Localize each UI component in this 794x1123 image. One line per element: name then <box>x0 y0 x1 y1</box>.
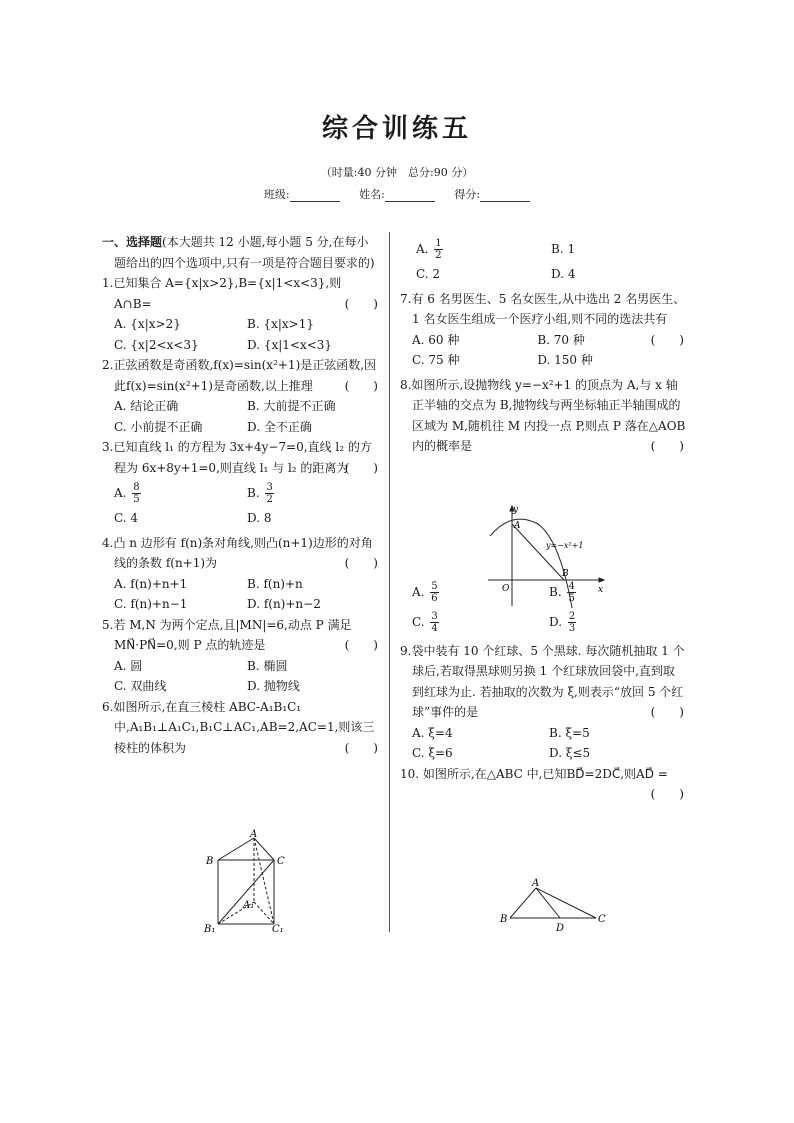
q5-options <box>102 656 380 697</box>
x-axis-arrow <box>599 578 604 582</box>
option: B. $\frac{3}{2}$ <box>247 482 273 505</box>
option: C. f(n)+n−1 <box>114 597 188 611</box>
column-divider <box>389 232 390 932</box>
q3-options <box>102 478 380 508</box>
label-d: D <box>556 923 565 934</box>
question-4: 4.凸 n 边形有 f(n)条对角线,则凸(n+1)边形的对角线的条数 f(n+1)为 ( ) <box>102 535 378 570</box>
option: B. $\frac{4}{5}$ <box>549 580 575 604</box>
side-ac <box>536 888 596 918</box>
option: A. 60 种 <box>412 332 460 347</box>
option: B. 70 种 <box>537 332 585 347</box>
label-a: A <box>514 521 521 531</box>
q1-options <box>102 314 380 355</box>
side-ab <box>510 888 536 918</box>
question-3: 3.已知直线 l₁ 的方程为 3x+4y−7=0,直线 l₂ 的方程为 6x+8y+1=0,则直线 l₁ 与 l₂ 的距离为 ( ) <box>102 440 378 475</box>
option: A. $\frac{1}{2}$ <box>416 238 442 261</box>
option: D. $\frac{2}{3}$ <box>549 610 576 634</box>
label-b1: B₁ <box>204 924 216 934</box>
page-title: 综合训练五 <box>321 114 472 144</box>
q7-options <box>400 330 663 371</box>
option: C. 4 <box>114 511 139 525</box>
line-ab <box>512 524 564 580</box>
question-1: 1.已知集合 A={x|x>2},B={x|1<x<3},则 A∩B= ( ) <box>102 276 378 311</box>
option: C. ξ=6 <box>412 746 453 760</box>
option: B. ξ=5 <box>549 725 590 740</box>
option: B. {x|x>1} <box>247 317 314 331</box>
option: D. 4 <box>551 267 576 281</box>
label-c: C <box>598 914 606 925</box>
parabola-figure <box>480 500 610 610</box>
option: D. 150 种 <box>537 353 593 367</box>
class-field: 班级: <box>264 186 340 202</box>
q6-options-cd <box>400 264 686 285</box>
option: B. f(n)+n <box>247 576 303 591</box>
label-o: O <box>502 584 510 594</box>
label-b: B <box>500 914 508 925</box>
option: D. f(n)+n−2 <box>247 597 321 611</box>
option: D. 抛物线 <box>247 679 300 693</box>
label-a: A <box>250 829 258 840</box>
option: A. f(n)+n+1 <box>114 576 188 591</box>
score-blank[interactable] <box>480 191 530 202</box>
option: D. {x|1<x<3} <box>247 337 333 352</box>
section-heading: 一、选择题(本大题共 12 小题,每小题 5 分,在每小题给出的四个选项中,只有一项是符合题目要求的) <box>102 235 375 270</box>
prism-figure <box>200 828 300 934</box>
question-6: 6.如图所示,在直三棱柱 ABC-A₁B₁C₁ 中,A₁B₁⊥A₁C₁,B₁C⊥AC₁,AB=2,AC=1,则该三棱柱的体积为 ( ) <box>102 699 378 755</box>
score-field: 得分: <box>454 186 530 202</box>
q6-options <box>400 234 686 264</box>
q4-options <box>102 574 380 615</box>
label-a1: A₁ <box>243 900 255 911</box>
option: D. ξ≤5 <box>549 746 591 760</box>
q9-options <box>400 723 686 764</box>
question-10: 10. 如图所示,在△ABC 中,已知BD⃗=2DC⃗,则AD⃗ = ( ) <box>400 766 684 801</box>
edge-ab <box>218 838 254 860</box>
option: C. 2 <box>416 267 441 281</box>
question-5: 5.若 M,N 为两个定点,且|MN|=6,动点 P 满足 MN⃗·PN⃗=0,则 P 点的轨迹是 ( ) <box>102 617 378 652</box>
option: B. 椭圆 <box>247 658 288 673</box>
class-blank[interactable] <box>290 191 340 202</box>
question-8: 8.如图所示,设抛物线 y=−x²+1 的顶点为 A,与 x 轴正半轴的交点为 B,抛物线与两坐标轴正半轴围成的区域为 M,随机往 M 内投一点 P,则点 P 落在△AOB 内的概率是 ( ) <box>400 377 686 453</box>
label-x: x <box>598 585 604 595</box>
option: A. 圆 <box>114 658 143 673</box>
student-fields <box>0 186 794 202</box>
exam-meta: （时量:40 分钟 总分:90 分） <box>320 166 474 179</box>
option: A. {x|x>2} <box>114 317 181 331</box>
q2-options <box>102 396 380 437</box>
segment-ad <box>536 888 560 918</box>
parabola-curve <box>490 519 572 608</box>
label-c1: C₁ <box>272 924 284 934</box>
question-2: 2.正弦函数是奇函数,f(x)=sin(x²+1)是正弦函数,因此f(x)=sin(x²+1)是奇函数,以上推理 ( ) <box>102 358 378 393</box>
option: C. 75 种 <box>412 353 460 367</box>
curve-equation: y=−x²+1 <box>546 541 584 550</box>
option: A. $\frac{5}{6}$ <box>412 580 438 604</box>
question-9: 9.袋中装有 10 个红球、5 个黑球. 每次随机抽取 1 个球后,若取得黑球则另换 1 个红球放回袋中,直到取到红球为止. 若抽取的次数为 ξ,则表示“放回 5 个红球”事件的是 ( ) <box>400 643 685 719</box>
option: C. {x|2<x<3} <box>114 337 199 352</box>
option: D. 全不正确 <box>247 419 312 434</box>
label-b: B <box>206 856 214 867</box>
option: D. 8 <box>247 511 272 525</box>
option: C. 双曲线 <box>114 679 167 693</box>
option: C. 小前提不正确 <box>114 419 203 434</box>
diag-ac1 <box>254 838 274 924</box>
label-a: A <box>532 878 540 889</box>
question-7: 7.有 6 名男医生、5 名女医生,从中选出 2 名男医生、1 名女医生组成一个医疗小组,则不同的选法共有 ( ) <box>400 291 686 347</box>
label-b: B <box>562 569 569 579</box>
name-field: 姓名: <box>359 186 435 202</box>
option: C. $\frac{3}{4}$ <box>412 610 438 634</box>
option: A. 结论正确 <box>114 399 179 413</box>
q3-options-cd <box>102 508 380 529</box>
option: A. $\frac{8}{5}$ <box>114 482 140 505</box>
label-y: y <box>513 505 519 515</box>
option: B. 大前提不正确 <box>247 399 336 413</box>
option: A. ξ=4 <box>412 725 453 740</box>
option: B. 1 <box>551 242 576 256</box>
label-c: C <box>277 856 285 867</box>
name-blank[interactable] <box>385 191 435 202</box>
left-column <box>102 232 380 758</box>
triangle-figure <box>496 876 612 936</box>
